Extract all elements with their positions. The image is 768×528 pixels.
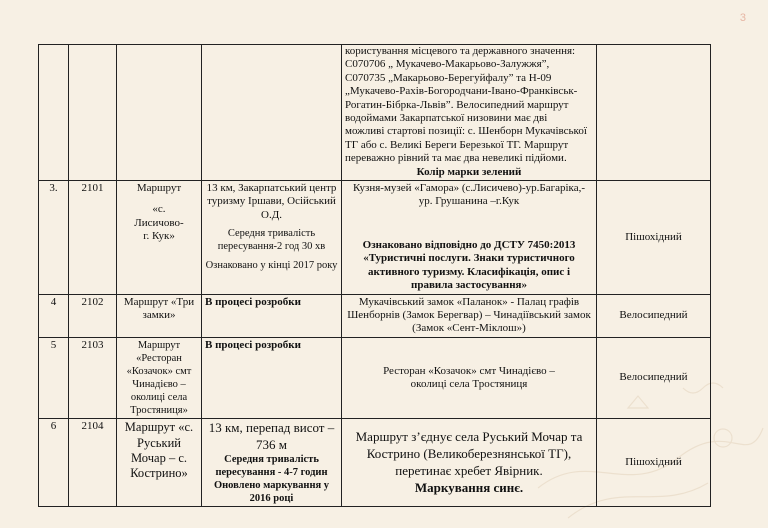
route-name: Маршрут «с. Лисичово- г. Кук» — [117, 181, 202, 294]
row-number: 6 — [39, 419, 69, 507]
route-description-continuation: користування місцевого та державного значення: С070706 „ Мукачево-Макарьово-Залужжя”, С070735 „Макарьово-Берегуйфалу” та Н-09 „Мукачево-Рахів-Богородчани-Івано-Франківськ- Рогатин-Бібрка-Львів”. Велосипедний маршрут водоймами Закарпатської низовини має дві можливі стартові позиції: с. Шенборн Мукачівської ТГ або с. Великі Береги Березької ТГ. Маршрут переважно рівний та має два невеликі підйоми. Колір марки зелений — [342, 45, 597, 181]
table-row — [39, 181, 711, 294]
route-name: Маршрут «Ресторан «Козачок» смт Чинадієво – околиці села Тростяниця» — [117, 337, 202, 419]
route-code: 2103 — [69, 337, 117, 419]
route-duration: Середня тривалість пересування - 4-7 годин — [215, 454, 328, 479]
route-points: Мукачівський замок «Паланок» - Палац графів Шенборнів (Замок Берегвар) – Чинадіївський замок (Замок «Сент-Міклош») — [342, 294, 597, 337]
route-type: Велосипедний — [597, 294, 711, 337]
route-type: Пішохідний — [597, 419, 711, 507]
route-duration: Середня тривалість пересування-2 год 30 хв — [217, 228, 326, 253]
route-points: Маршрут з’єднує села Руський Мочар та Кострино (Великоберезнянської ТГ), перетинає хребет Явірник. Маркування синє. — [342, 419, 597, 507]
row-number: 4 — [39, 294, 69, 337]
route-code: 2102 — [69, 294, 117, 337]
route-standard: Ознаковано відповідно до ДСТУ 7450:2013 «Туристичні послуги. Знаки туристичного активного туризму. Класифікація, опис і правила застосування» — [362, 238, 576, 292]
route-code: 2101 — [69, 181, 117, 294]
route-details: В процесі розробки — [202, 294, 342, 337]
table-row — [39, 419, 711, 507]
route-status: Ознаковано у кінці 2017 року — [205, 259, 338, 271]
route-type: Пішохідний — [597, 181, 711, 294]
route-points: Ресторан «Козачок» смт Чинадієво – околиці села Тростяниця — [342, 337, 597, 419]
page-number: 3 — [739, 12, 746, 24]
route-status: Оновлено маркування у 2016 році — [213, 479, 330, 504]
row-number: 3. — [39, 181, 69, 294]
route-details: В процесі розробки — [202, 337, 342, 419]
route-code: 2104 — [69, 419, 117, 507]
table-row — [39, 294, 711, 337]
row-number: 5 — [39, 337, 69, 419]
marking-color: Колір марки зелений — [416, 165, 522, 178]
marking-color: Маркування синє. — [414, 479, 524, 495]
route-points: Кузня-музей «Гамора» (с.Лисичево)-ур.Багаріка,- ур. Грушанина –г.Кук Ознаковано відповідно до ДСТУ 7450:2013 «Туристичні послуги. Знаки туристичного активного туризму. Класифікація, опис і правила застосування» — [342, 181, 597, 294]
table-row — [39, 337, 711, 419]
route-details: 13 км, перепад висот – 736 м Середня тривалість пересування - 4-7 годин Оновлено маркування у 2016 році — [202, 419, 342, 507]
table-row-continuation — [39, 45, 711, 181]
routes-table — [38, 44, 711, 507]
route-name: Маршрут «Три замки» — [117, 294, 202, 337]
route-name: Маршрут «с. Руський Мочар – с. Кострино» — [117, 419, 202, 507]
route-details: 13 км, Закарпатський центр туризму Іршави, Осійський О.Д. Середня тривалість пересування-2 год 30 хв Ознаковано у кінці 2017 року — [202, 181, 342, 294]
route-type: Велосипедний — [597, 337, 711, 419]
